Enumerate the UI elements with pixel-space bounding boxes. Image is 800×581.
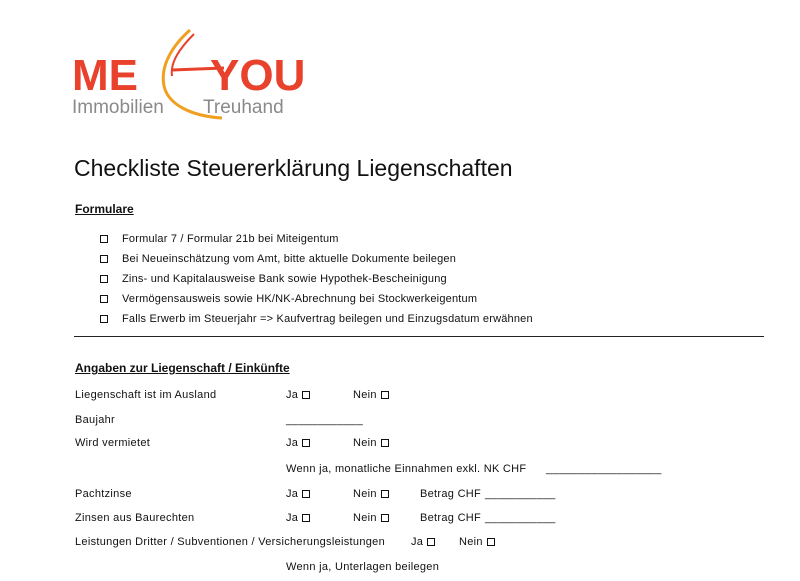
baurecht-nein-option[interactable]: Nein (353, 511, 389, 525)
checkbox-icon[interactable] (100, 275, 108, 283)
logo-word-me: ME (72, 51, 138, 100)
checkbox-icon[interactable] (302, 490, 310, 498)
checklist-item: Bei Neueinschätzung vom Amt, bitte aktuelle Dokumente beilegen (100, 249, 533, 269)
ausland-nein-option[interactable]: Nein (353, 388, 389, 402)
ausland-label: Liegenschaft ist im Ausland (75, 389, 217, 401)
checklist-item: Formular 7 / Formular 21b bei Miteigentum (100, 229, 533, 249)
checkbox-icon[interactable] (302, 391, 310, 399)
angaben-heading: Angaben zur Liegenschaft / Einkünfte (75, 361, 290, 375)
vermietet-nein-option[interactable]: Nein (353, 436, 389, 450)
vermietet-label: Wird vermietet (75, 437, 151, 449)
checkbox-icon[interactable] (302, 514, 310, 522)
logo-subtitle-immobilien: Immobilien (72, 97, 164, 118)
page-title: Checkliste Steuererklärung Liegenschaften (74, 155, 513, 181)
checkbox-icon[interactable] (487, 538, 495, 546)
baujahr-blank-field[interactable]: ____________ (286, 414, 364, 426)
me-you-logo (72, 28, 306, 123)
section-divider (74, 336, 764, 337)
baurecht-betrag-blank-field[interactable]: ___________ (485, 512, 556, 524)
pacht-nein-option[interactable]: Nein (353, 487, 389, 501)
checklist-item: Falls Erwerb im Steuerjahr => Kaufvertrag beilegen und Einzugsdatum erwähnen (100, 309, 533, 329)
einnahmen-label: Wenn ja, monatliche Einnahmen exkl. NK CHF (286, 463, 527, 475)
leistungen-ja-option[interactable]: Ja (411, 535, 435, 549)
pacht-betrag-blank-field[interactable]: ___________ (485, 488, 556, 500)
pacht-ja-option[interactable]: Ja (286, 487, 310, 501)
vermietet-ja-option[interactable]: Ja (286, 436, 310, 450)
checkbox-icon[interactable] (302, 439, 310, 447)
logo-word-you: YOU (210, 51, 306, 100)
baurecht-label: Zinsen aus Baurechten (75, 512, 195, 524)
leistungen-nein-option[interactable]: Nein (459, 535, 495, 549)
checklist-item: Vermögensausweis sowie HK/NK-Abrechnung bei Stockwerkeigentum (100, 289, 533, 309)
baurecht-betrag-label: Betrag CHF (420, 512, 482, 524)
pacht-betrag-label: Betrag CHF (420, 488, 482, 500)
checkbox-icon[interactable] (100, 255, 108, 263)
checkbox-icon[interactable] (100, 315, 108, 323)
baurecht-ja-option[interactable]: Ja (286, 511, 310, 525)
formulare-checklist (100, 229, 533, 329)
unterlagen-label: Wenn ja, Unterlagen beilegen (286, 561, 440, 573)
checkbox-icon[interactable] (381, 391, 389, 399)
ausland-ja-option[interactable]: Ja (286, 388, 310, 402)
pachtzinse-label: Pachtzinse (75, 488, 132, 500)
checkbox-icon[interactable] (381, 490, 389, 498)
checklist-item: Zins- und Kapitalausweise Bank sowie Hypothek-Bescheinigung (100, 269, 533, 289)
checkbox-icon[interactable] (381, 439, 389, 447)
leistungen-label: Leistungen Dritter / Subventionen / Versicherungsleistungen (75, 536, 385, 548)
checkbox-icon[interactable] (100, 295, 108, 303)
checkbox-icon[interactable] (381, 514, 389, 522)
einnahmen-blank-field[interactable]: __________________ (546, 463, 662, 475)
formulare-heading: Formulare (75, 202, 134, 216)
checkbox-icon[interactable] (427, 538, 435, 546)
logo-subtitle-treuhand: Treuhand (203, 97, 284, 118)
baujahr-label: Baujahr (75, 414, 116, 426)
checkbox-icon[interactable] (100, 235, 108, 243)
